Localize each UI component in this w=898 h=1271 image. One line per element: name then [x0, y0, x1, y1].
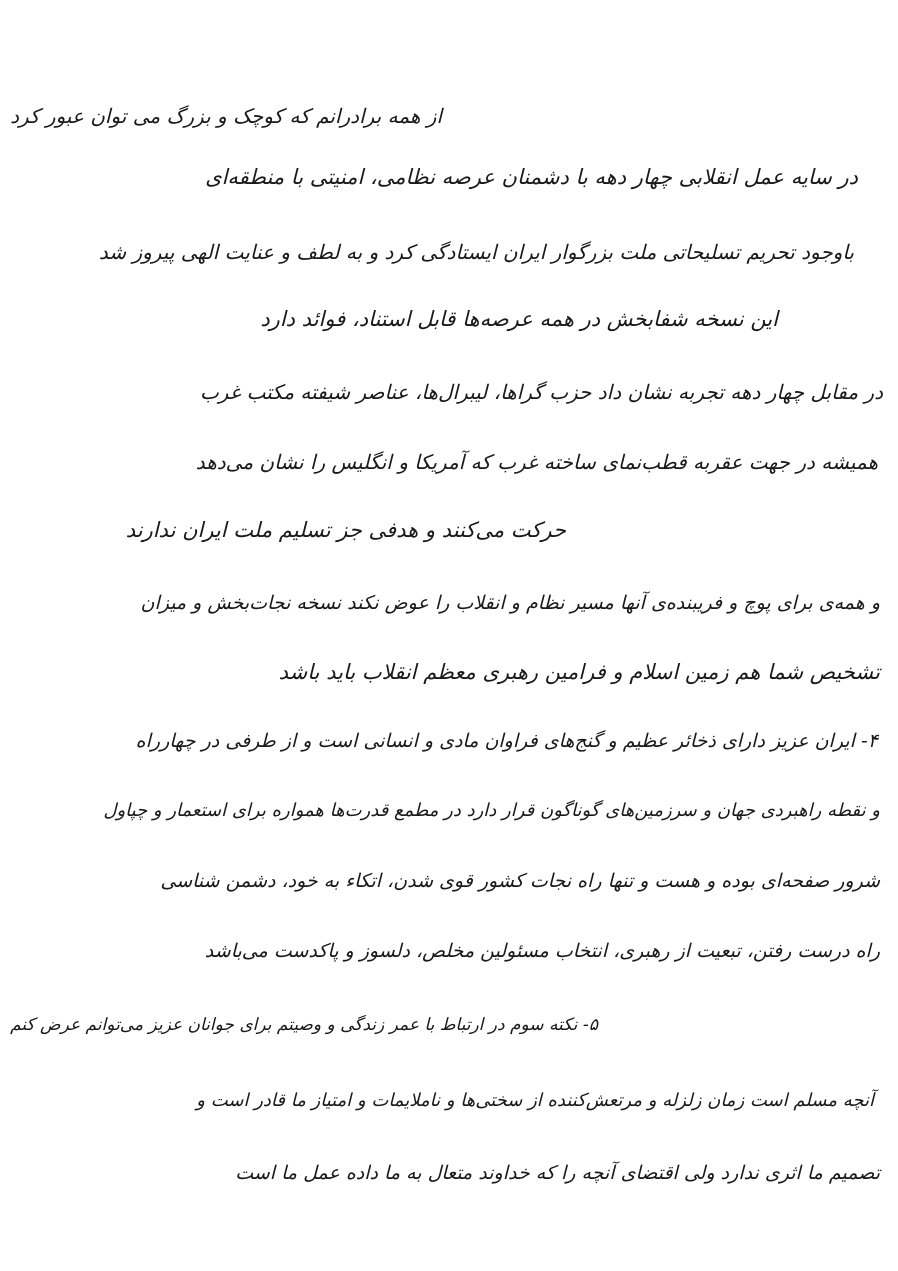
text-line-6: همیشه در جهت عقربه قطب‌نمای ساخته غرب که آمریکا و انگلیس را نشان می‌دهد: [195, 450, 878, 474]
text-line-4: این نسخه شفابخش در همه عرصه‌ها قابل استناد، فوائد دارد: [260, 307, 778, 331]
text-line-7: حرکت می‌کنند و هدفی جز تسلیم ملت ایران ندارند: [125, 518, 566, 542]
text-line-8: و همه‌ی برای پوچ و فریبنده‌ی آنها مسیر نظام و انقلاب را عوض نکند نسخه نجات‌بخش و میزان: [140, 592, 880, 614]
text-line-12: شرور صفحه‌ای بوده و هست و تنها راه نجات کشور قوی شدن، اتکاء به خود، دشمن شناسی: [160, 870, 880, 892]
text-line-13: راه درست رفتن، تبعیت از رهبری، انتخاب مسئولین مخلص، دلسوز و پاکدست می‌باشد: [204, 940, 880, 962]
text-line-15: آنچه مسلم است زمان زلزله و مرتعش‌کننده از سختی‌ها و ناملایمات و امتیاز ما قادر است و: [196, 1090, 874, 1111]
text-line-16: تصمیم ما اثری ندارد ولی اقتضای آنچه را که خداوند متعال به ما داده عمل ما است: [235, 1162, 880, 1184]
text-line-3: باوجود تحریم تسلیحاتی ملت بزرگوار ایران ایستادگی کرد و به لطف و عنایت الهی پیروز شد: [98, 240, 854, 264]
text-line-11: و نقطه راهبردی جهان و سرزمین‌های گوناگون قرار دارد در مطمع قدرت‌ها همواره برای استعمار و چپاول: [103, 800, 880, 821]
text-line-1: از همه برادرانم که کوچک و بزرگ می توان عبور کرد: [10, 104, 442, 128]
text-line-2: در سایه عمل انقلابی چهار دهه با دشمنان عرصه نظامی، امنیتی با منطقه‌ای: [205, 165, 858, 189]
text-line-5: در مقابل چهار دهه تجربه نشان داد حزب گراها، لیبرال‌ها، عناصر شیفته مکتب غرب: [199, 380, 883, 404]
text-line-10: ۴- ایران عزیز دارای ذخائر عظیم و گنج‌های فراوان مادی و انسانی است و از طرفی در چهارراه: [135, 730, 878, 752]
text-line-9: تشخیص شما هم زمین اسلام و فرامین رهبری معظم انقلاب باید باشد: [278, 660, 880, 684]
text-line-14: ۵- نکته سوم در ارتباط با عمر زندگی و وصیتم برای جوانان عزیز می‌توانم عرض کنم: [10, 1015, 598, 1035]
